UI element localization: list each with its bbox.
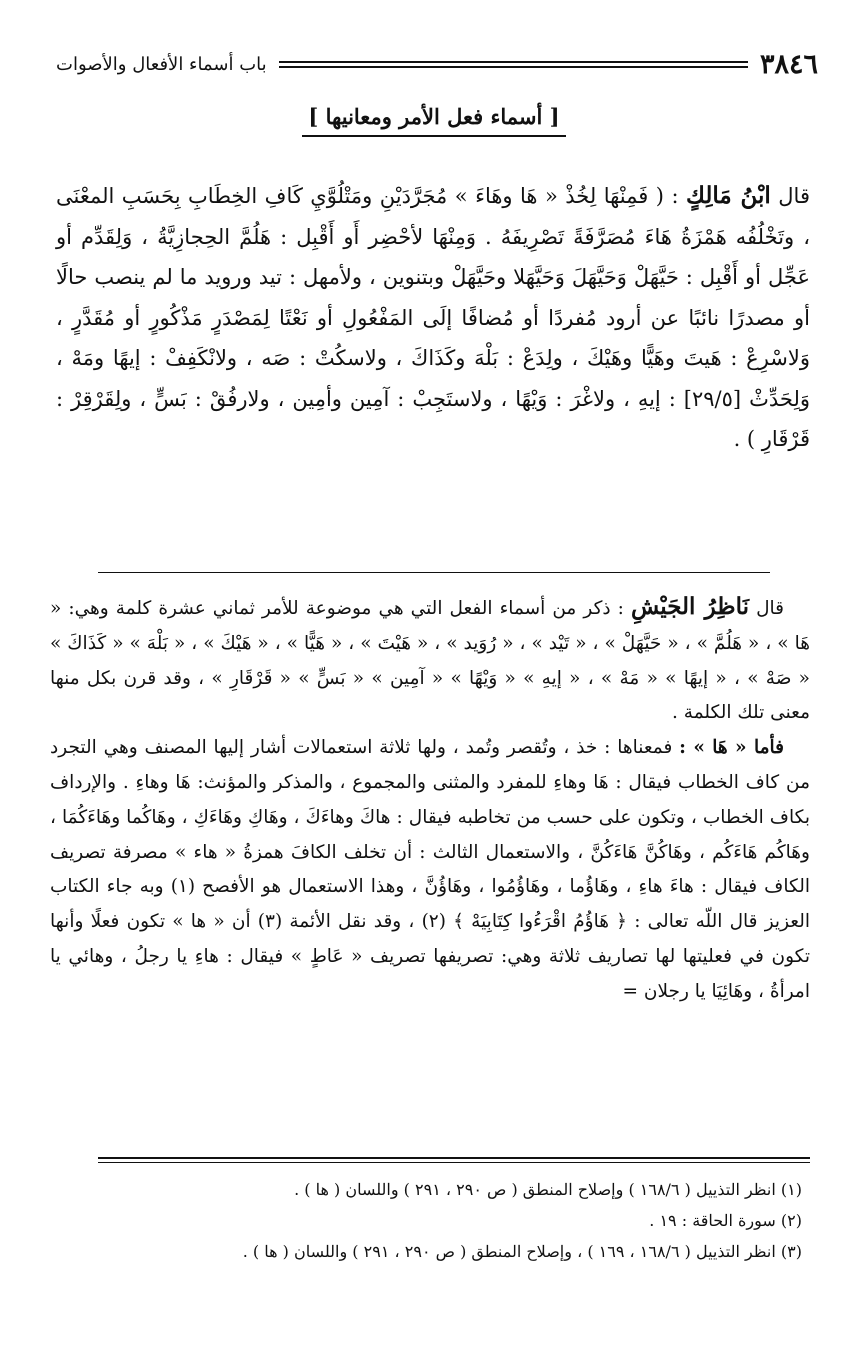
footnotes bbox=[80, 1174, 802, 1267]
sharh-paragraph-2 bbox=[50, 731, 810, 1009]
sharh-lead-term: فأما « هَا » : bbox=[679, 737, 785, 759]
matn-speaker-label: قال bbox=[778, 184, 810, 208]
footnote-2: (٢) سورة الحاقة : ١٩ . bbox=[649, 1211, 802, 1230]
section-title: [ أسماء فعل الأمر ومعانيها ] bbox=[302, 104, 565, 137]
sharh-text-1: : ذكر من أسماء الفعل التي هي موضوعة للأمر ثماني عشرة كلمة وهي: « هَا » ، « هَلُمَّ » ، « حَيَّهَلْ » ، « تَيْد » ، « رُوَيد » ، « هَيْتَ » ، « هَيًّا » ، « هَيْكَ » ، « بَلْهَ » « كَذَاكَ » « صَهْ » ، « إيهًا » « مَهْ » ، « إيهِ » « وَيْهًا » « آمِين » « بَسٍّ » « قَرْقَارِ » ، وقد قرن بكل منها معنى تلك الكلمة . bbox=[50, 598, 810, 724]
sharh-speaker-label: قال bbox=[756, 598, 784, 619]
sharh-paragraph-1 bbox=[50, 590, 810, 731]
running-header bbox=[56, 44, 818, 84]
page-number: ٣٨٤٦ bbox=[759, 48, 818, 80]
matn-speaker-name: ابْنُ مَالِكٍ bbox=[686, 182, 771, 209]
matn-divider bbox=[98, 572, 770, 573]
footnote-1: (١) انظر التذييل ( ١٦٨/٦ ) وإصلاح المنطق ( ص ٢٩٠ ، ٢٩١ ) واللسان ( ها ) . bbox=[294, 1180, 802, 1199]
sharh-speaker-name: نَاظِرُ الجَيْشِ bbox=[630, 593, 750, 620]
footnote-rule bbox=[98, 1157, 810, 1163]
matn-paragraph bbox=[56, 176, 810, 460]
running-title: باب أسماء الأفعال والأصوات bbox=[56, 53, 267, 75]
matn-text: : ( فَمِنْهَا لِخُذْ « هَا وهَاءَ » مُجَرَّدَيْنِ ومَتْلُوَّيِ كَافِ الخِطَابِ بِحَسَبِ المعْنَى ، وتَخْلُفُه هَمْزَةُ هَاءَ مُصَرَّفَةً تَصْرِيفَهُ . وَمِنْهَا لأحْضِر أَو أَقْبِل : هَلُمَّ الحِجازِيَّةُ ، وَلِقَدِّم أو عَجِّل أو أَقْبِل : حَيَّهَلْ وَحَيَّهَلَ وَحَيَّهَلا وحَيَّهَلْ وبتنوين ، ولأمهل : تيد ورويد ما لم ينصب حالًا أو مصدرًا نائبًا عن أرود مُفردًا أو مُضافًا إلَى المَفْعُولِ أو نَعْتًا لِمَصْدَرٍ مَذْكُورٍ أو مُقَدَّرٍ ، وَلاسْرِعْ : هَيتَ وهَيًّا وهَيْكَ ، ولِدَعْ : بَلْهَ وكَذَاكَ ، ولاسكُتْ : صَه ، ولانْكَفِفْ : إيهًا ومَهْ ، وَلِحَدِّثْ [٢٩/٥] : إيهِ ، ولاغْرَ : وَيْهًا ، ولاستَجِبْ : آمِين وأمِين ، ولارفُقْ : بَسٍّ ، ولِقَرْقِرْ : قَرْقَارِ ) . bbox=[56, 184, 810, 451]
footnote-3: (٣) انظر التذييل ( ١٦٨/٦ ، ١٦٩ ) ، وإصلاح المنطق ( ص ٢٩٠ ، ٢٩١ ) واللسان ( ها ) . bbox=[242, 1242, 802, 1261]
sharh-text-2: فمعناها : خذ ، وتُقصر وتُمد ، ولها ثلاثة استعمالات أشار إليها المصنف وهي التجرد من كاف الخطاب فيقال : هَا وهاءِ للمفرد والمثنى والمجموع ، والمذكر والمؤنث: هَا وهاءِ . والإرداف بكاف الخطاب ، وتكون على حسب من تخاطبه فيقال : هاكَ وهاءَكَ ، وهَاكِ وهَاءَكِ ، وهَاكُما وهَاءَكُمَا ، وهَاكُم هَاءَكُم ، وهَاكُنَّ هَاءَكُنَّ ، والاستعمال الثالث : أن تخلف الكافَ همزةُ « هاء » مصرفة تصريف الكاف فيقال : هاءَ هاءِ ، وهَاؤُما ، وهَاؤُمُوا ، وهَاؤُنَّ ، وهذا الاستعمال هو الأفصح (١) وبه جاء الكتاب العزيز قال اللّه تعالى : ﴿ هَاؤُمُ اقْرَءُوا كِتَابِيَهْ ﴾ (٢) ، وقد نقل الأئمة (٣) أن « ها » تكون فعلًا وأنها تكون في فعليتها لها تصاريف ثلاثة وهي: تصريفها تصريف « عَاطٍ » فيقال : هاءِ يا رجلُ ، وهائي يا امرأةُ ، وهَائِيَا يا رجلان = bbox=[50, 737, 810, 1002]
sharh-commentary bbox=[50, 590, 810, 1010]
section-heading bbox=[0, 104, 868, 137]
header-rule bbox=[279, 61, 748, 68]
